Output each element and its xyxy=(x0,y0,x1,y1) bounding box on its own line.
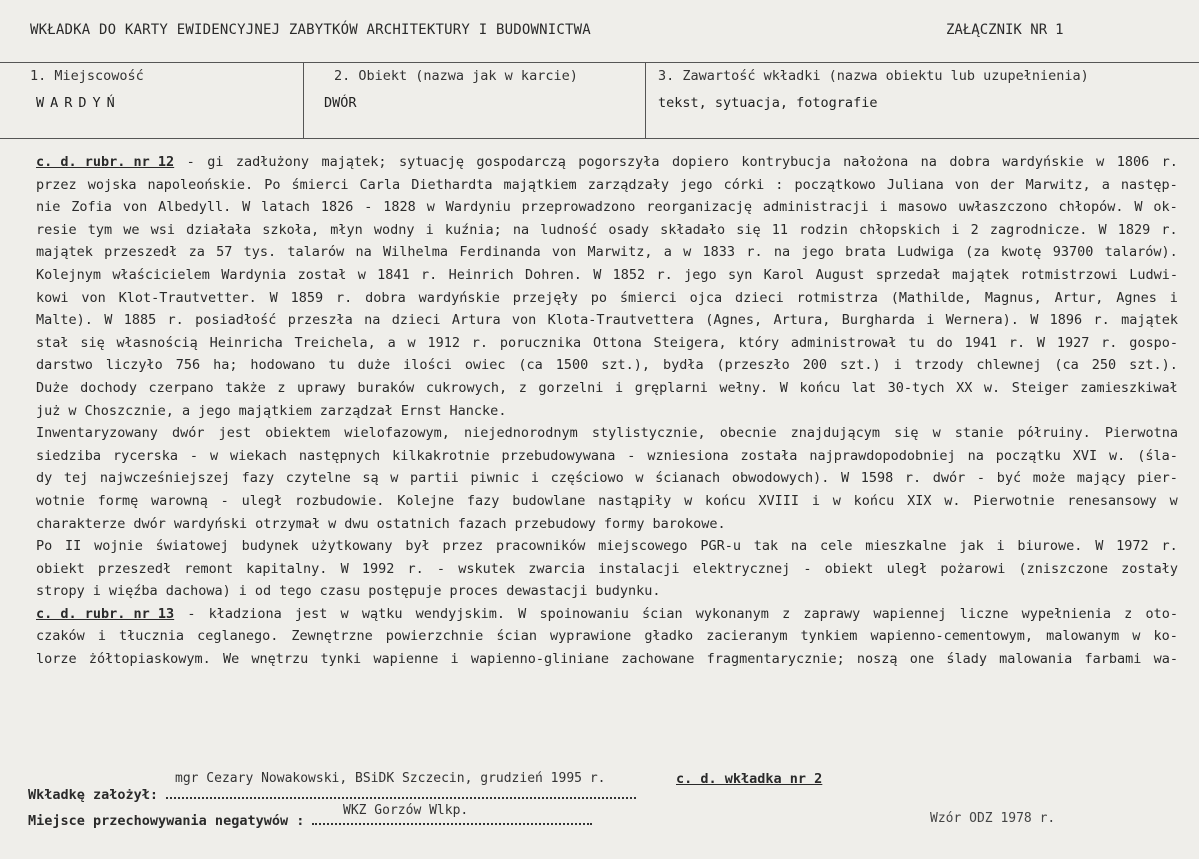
body-line: darstwo liczyło 756 ha; hodowano tu duże ilości owiec (ca 1500 szt.), bydła (przeszło 200 szt.) i trzody chlewnej (ca 250 szt.). xyxy=(36,357,1178,374)
body-line: kowi von Klot-Trautvetter. W 1859 r. dobra wardyńskie przejęły po śmierci ojca dzieci rotmistrza (Mathilde, Magnus, Artur, Agnes i xyxy=(36,289,1178,306)
object-value: DWÓR xyxy=(324,95,357,111)
document-header xyxy=(0,0,1199,63)
field-object xyxy=(304,62,646,138)
body-line: Duże dochody czerpano także z uprawy buraków cukrowych, z gorzelni i gręplarni wełny. W końcu lat 30-tych XX w. Steiger zamieszkiwał xyxy=(36,379,1178,396)
object-label: 2. Obiekt (nazwa jak w karcie) xyxy=(334,68,578,84)
field-locality xyxy=(0,62,304,138)
annex-number: 1 xyxy=(1055,22,1064,38)
body-line: resie tym we wsi działała szkoła, młyn wodny i kuźnia; na ludność osady składało się 11 rodzin chłopskich i 2 zagrodnicze. W 1829 r. xyxy=(36,221,1178,238)
locality-value: WARDYŃ xyxy=(36,95,121,111)
body-line: stropy i więźba dachowa) i od tego czasu postępuje proces dewastacji budynku. xyxy=(36,583,661,600)
content-value: tekst, sytuacja, fotografie xyxy=(658,95,878,111)
rubric-ref-12: c. d. rubr. nr 12 xyxy=(36,154,175,170)
body-line: Inwentaryzowany dwór jest obiektem wielofazowym, niejednorodnym stylistycznie, obecnie znajdującym się w stanie półruiny. Pierwotna xyxy=(36,425,1178,442)
body-line: Kolejnym właścicielem Wardynia został w 1841 r. Heinrich Dohren. W 1852 r. jego syn Karol August sprzedał majątek rotmistrzowi Ludwi- xyxy=(36,266,1178,283)
form-model: Wzór ODZ 1978 r. xyxy=(930,811,1056,826)
insert-author-dots xyxy=(166,785,636,799)
content-label: 3. Zawartość wkładki (nazwa obiektu lub uzupełnienia) xyxy=(658,68,1089,84)
body-line: wotnie formę warowną - uległ rozbudowie. Kolejne fazy budowlane nastąpiły w końcu XVIII i w końcu XIX w. Pierwotnie renesansowy w xyxy=(36,492,1178,509)
negatives-value: WKZ Gorzów Wlkp. xyxy=(343,803,469,818)
body-line: lorze żółtopiaskowym. We wnętrzu tynki wapienne i wapienno-gliniane zachowane fragmentarycznie; noszą one ślady malowania farbami wa- xyxy=(36,651,1178,668)
document-title: WKŁADKA DO KARTY EWIDENCYJNEJ ZABYTKÓW ARCHITEKTURY I BUDOWNICTWA xyxy=(30,22,591,38)
body-line: dy tej najwcześniejszej fazy czytelne są w partii piwnic i częściowo w ścianach obwodowych). W 1598 r. dwór - być może mający pier- xyxy=(36,470,1178,487)
annex-label-text: ZAŁĄCZNIK NR xyxy=(946,22,1048,38)
body-line: majątek przeszedł za 57 tys. talarów na Wilhelma Ferdinanda von Marwitz, a w 1833 r. na jego brata Ludwiga (za kwotę 93700 talarów). xyxy=(36,244,1178,261)
body-line: Po II wojnie światowej budynek użytkowany był przez pracowników miejscowego PGR-u tak na cele mieszkalne jak i biurowe. W 1972 r. xyxy=(36,538,1178,555)
body-line: nie Zofia von Albedyll. W latach 1826 - 1828 w Wardyniu przeprowadzono reorganizację administracji i masowo uwłaszczono chłopów. W ok- xyxy=(36,199,1178,216)
body-line: czaków i tłucznia ceglanego. Zewnętrzne powierzchnie ścian wyprawione gładko zacieranym tynkiem wapienno-cementowym, malowanym w ko- xyxy=(36,628,1178,645)
body-text xyxy=(36,151,1178,671)
body-line: c. d. rubr. nr 12 - gi zadłużony majątek; sytuację gospodarczą pogorszyła dopiero kontrybucja nałożona na dobra wardyńskie w 1806 r. xyxy=(36,151,1178,174)
body-line: przez wojska napoleońskie. Po śmierci Carla Diethardta majątkiem zarządzały jego córki : początkowo Juliana von der Marwitz, a następ- xyxy=(36,176,1178,193)
rubric-ref-13: c. d. rubr. nr 13 xyxy=(36,605,175,622)
insert-author-label: Wkładkę założył: xyxy=(28,787,159,803)
fields-row xyxy=(0,62,1199,139)
insert-author-value: mgr Cezary Nowakowski, BSiDK Szczecin, grudzień 1995 r. xyxy=(175,771,606,786)
locality-label: 1. Miejscowość xyxy=(30,68,144,84)
body-line: obiekt przeszedł remont kapitalny. W 1992 r. - wskutek zwarcia instalacji elektrycznej - obiekt uległ pożarowi (zniszczone zostały xyxy=(36,560,1178,577)
field-content xyxy=(646,62,1199,138)
insert-author-row xyxy=(28,785,636,803)
body-line: siedziba rycerska - w wiekach następnych kilkakrotnie przebudowywana - wzniesiona została najprawdopodobniej na początku XVI w. (śla- xyxy=(36,447,1178,464)
body-line: charakterze dwór wardyński otrzymał w dwu ostatnich fazach przebudowy formy barokowe. xyxy=(36,515,726,532)
continuation-ref: c. d. wkładka nr 2 xyxy=(676,771,823,787)
body-line: c. d. rubr. nr 13 - kładziona jest w wątku wendyjskim. W spoinowaniu ścian wykonanym z zaprawy wapiennej liczne wypełnienia z oto- xyxy=(36,603,1178,626)
negatives-row xyxy=(28,811,592,829)
body-line: Malte). W 1885 r. posiadłość przeszła na dzieci Artura von Klota-Trautvettera (Agnes, Artura, Burgharda i Wernera). W 1896 r. majątek xyxy=(36,312,1178,329)
negatives-label: Miejsce przechowywania negatywów : xyxy=(28,813,305,829)
body-line: już w Choszcznie, a jego majątkiem zarządzał Ernst Hancke. xyxy=(36,402,507,419)
annex-label xyxy=(946,22,1064,38)
body-line: stał się własnością Heinricha Treichela, a w 1912 r. porucznika Ottona Steigera, który administrował tu do 1941 r. W 1927 r. gospo- xyxy=(36,334,1178,351)
